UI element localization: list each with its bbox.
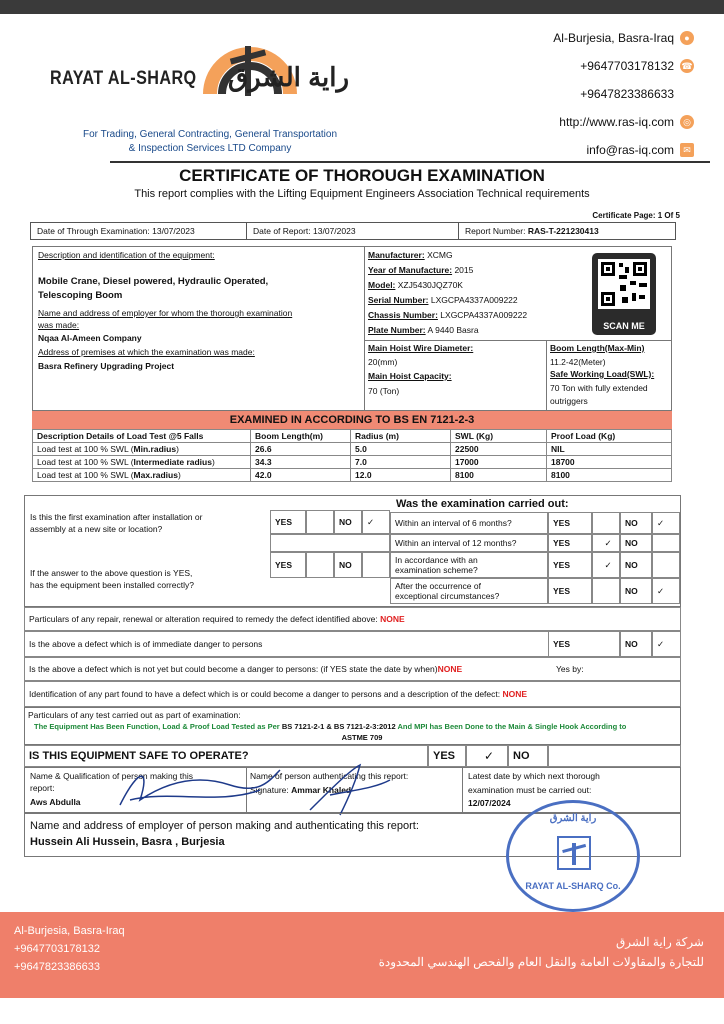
employer-name: Nqaa Al-Ameen Company [38,333,142,343]
dates-row [30,222,676,240]
exc-yes-box[interactable] [592,578,620,604]
exc-no-box[interactable] [652,578,680,604]
plate-row [368,325,479,335]
company-stamp [506,800,640,912]
model: XZJ5430JQZ70K [397,280,463,290]
hoist-wire: 20(mm) [368,357,398,367]
plate: A 9440 Basra [427,325,479,335]
header-description: Description Details of Load Test @5 Falls [33,430,251,443]
letterhead [0,14,724,164]
equipment-divider-2 [546,340,547,411]
desc-radius: Intermediate radius [133,457,212,467]
desc-label: Description and identification of the equipment: [38,250,215,260]
check-icon: ✓ [604,559,612,570]
q1-line-1: Is this the first examination after installation or [30,512,203,522]
q1-line-2: assembly at a new site or location? [30,524,163,534]
row-proof: NIL [547,443,672,456]
identification-value: NONE [502,689,528,699]
row-description [33,456,251,469]
logo-text-ar: راية الشرق [228,62,350,92]
company-logo [40,24,360,164]
row-radius: 5.0 [351,443,451,456]
premises-label: Address of premises at which the examination was made: [38,347,255,357]
phone2-text: +9647823386633 [580,87,674,101]
report-date: Date of Report: 13/07/2023 [247,223,459,239]
check-icon: ✓ [483,749,495,763]
equipment-divider [364,246,365,411]
contact-phone-1 [553,52,694,80]
safe-question: IS THIS EQUIPMENT SAFE TO OPERATE? [24,745,428,767]
q2-yes-box[interactable] [306,552,334,578]
yes-by-label: Yes by: [556,664,584,674]
i12-yes-box[interactable] [592,534,620,552]
phone-icon: ☎ [681,61,693,71]
scheme-no[interactable]: NO [620,552,652,578]
q1-no[interactable]: NO [334,510,362,534]
auth-name: Ammar Khaled [291,785,352,795]
footer-ar-line-1: شركة راية الشرق [615,935,704,949]
i6-no[interactable]: NO [620,512,652,534]
desc-prefix: Load test at 100 % SWL ( [37,444,134,454]
tagline-line-1: For Trading, General Contracting, General Transportation [82,129,338,140]
row-description [33,443,251,456]
contact-website [553,108,694,136]
qr-code[interactable] [592,253,656,335]
contact-address [553,24,694,52]
serial-label: Serial Number: [368,295,429,305]
certificate-page: Certificate Page: 1 Of 5 [592,211,680,220]
future-value: NONE [437,664,463,674]
safe-yes[interactable]: YES [428,745,466,767]
contact-info [553,24,694,164]
year-row [368,265,473,275]
tagline [40,128,380,156]
check-icon: ✓ [657,638,665,649]
scheme-line-2: examination scheme? [395,565,478,575]
desc-radius: Min.radius [133,444,177,454]
desc-line-1: Mobile Crane, Diesel powered, Hydraulic Operated, [38,276,269,287]
top-bar [0,0,724,14]
header-boom: Boom Length(m) [251,430,351,443]
employer-label-1: Name and address of employer for whom the thorough examination [38,308,293,318]
check-icon: ✓ [604,537,612,548]
test-label: Particulars of any test carried out as part of examination: [28,710,241,720]
maker-label-1: Name & Qualification of person making this [30,771,193,781]
header-proof: Proof Load (Kg) [547,430,672,443]
exc-line-1: After the occurrence of [395,581,481,591]
signature-aws-icon [110,760,290,820]
safe-no-box[interactable] [548,745,681,767]
hoist-cap: 70 (Ton) [368,386,400,396]
latest-label-2: examination must be carried out: [468,785,592,795]
load-table-header [33,430,672,443]
row-radius: 7.0 [351,456,451,469]
identification-row [24,681,681,707]
row-swl: 17000 [451,456,547,469]
interval-12-label: Within an interval of 12 months? [390,534,548,552]
exam-date: Date of Through Examination: 13/07/2023 [31,223,247,239]
year: 2015 [454,265,474,275]
footer-address: Al-Burjesia, Basra-Iraq [14,925,125,937]
report-number: RAS-T-221230413 [527,226,599,236]
chassis-label: Chassis Number: [368,310,438,320]
signature-ammar-icon [300,760,400,820]
chassis: LXGCPA4337A009222 [440,310,528,320]
row-description [33,469,251,482]
desc-suffix: ) [177,470,181,480]
check-icon: ✓ [657,517,665,528]
header-divider [110,161,710,163]
q2-line-1: If the answer to the above question is YES, [30,568,193,578]
i12-no-box[interactable] [652,534,680,552]
latest-label-1: Latest date by which next thorough [468,771,600,781]
certificate-subtitle: This report complies with the Lifting Equipment Engineers Association Technical requirements [134,188,590,200]
exc-line-2: exceptional circumstances? [395,591,500,601]
row-proof: 8100 [547,469,672,482]
contact-email [553,136,694,164]
i6-no-box[interactable] [652,512,680,534]
certificate-title: CERTIFICATE OF THOROUGH EXAMINATION [179,166,545,185]
employer-maker: Hussein Ali Hussein, Basra , Burjesia [30,836,225,848]
interval-6-label: Within an interval of 6 months? [390,512,548,534]
employer-label-2: was made: [38,320,80,330]
report-number-cell [459,223,675,239]
i6-yes[interactable]: YES [548,512,592,534]
footer-phone-2: +9647823386633 [14,961,100,973]
footer-arabic [379,932,704,972]
header-swl: SWL (Kg) [451,430,547,443]
location-icon: ● [680,31,694,45]
report-number-label: Report Number: [465,226,526,236]
row-swl: 22500 [451,443,547,456]
desc-prefix: Load test at 100 % SWL ( [37,457,134,467]
immediate-yes[interactable]: YES [548,631,620,657]
desc-radius: Max.radius [133,470,178,480]
scan-me-label: SCAN ME [603,321,645,331]
immediate-no[interactable]: NO [620,631,652,657]
contact-phone-2 [553,80,694,108]
header-radius: Radius (m) [351,430,451,443]
i12-no[interactable]: NO [620,534,652,552]
test-standard: BS 7121-2-1 & BS 7121-2-3:2012 [281,722,396,731]
test-line-1 [34,722,626,731]
exceptional-label [390,578,548,604]
employer-maker-label: Name and address of employer of person making and authenticating this report: [30,820,419,832]
footer-ar-line-2: للتجارة والمقاولات العامة والنقل العام والفحص الهندسي المحدودة [378,955,704,969]
logo-text-en: RAYAT AL-SHARQ [50,68,197,89]
scheme-yes[interactable]: YES [548,552,592,578]
premises: Basra Refinery Upgrading Project [38,361,175,371]
chassis-row [368,310,527,320]
qr-pattern-icon [592,253,656,315]
exc-no[interactable]: NO [620,578,652,604]
test-line-2: ASTME 709 [341,733,383,742]
row-boom: 42.0 [251,469,351,482]
desc-suffix: ) [211,457,215,467]
repair-label: Particulars of any repair, renewal or alteration required to remedy the defect identified above: [29,614,378,624]
load-test-table [32,429,672,482]
q1-yes[interactable]: YES [270,510,306,534]
email-link[interactable]: info@ras-iq.com [586,143,674,157]
tagline-line-2: & Inspection Services LTD Company [128,143,292,154]
q2-yes[interactable]: YES [270,552,306,578]
model-row [368,280,463,290]
footer-phone-1: +9647703178132 [14,943,100,955]
boom-length-label: Boom Length(Max-Min) [550,343,645,353]
scheme-line-1: In accordance with an [395,555,478,565]
footer-contacts [14,922,125,976]
envelope-icon: ✉ [680,143,694,157]
immediate-label: Is the above a defect which is of immediate danger to persons [29,639,263,649]
manufacturer-row [368,250,453,260]
footer [0,912,724,998]
q1-yes-box[interactable] [306,510,334,534]
globe-icon: ◎ [680,115,694,129]
repair-value: NONE [380,614,405,624]
desc-prefix: Load test at 100 % SWL ( [37,470,134,480]
check-icon: ✓ [657,585,665,596]
desc-suffix: ) [176,444,179,454]
repair-row [24,607,681,631]
swl-label: Safe Working Load(SWL): [550,369,655,379]
equipment-hdivider [364,340,672,341]
row-boom: 26.6 [251,443,351,456]
latest-date: 12/07/2024 [468,798,511,808]
swl-line-1: 70 Ton with fully extended [550,383,648,393]
hoist-cap-label: Main Hoist Capacity: [368,371,452,381]
examined-banner: EXAMINED IN ACCORDING TO BS EN 7121-2-3 [32,411,672,429]
boom-length: 11.2-42(Meter) [550,357,606,367]
model-label: Model: [368,280,396,290]
carried-out-heading: Was the examination carried out: [396,498,569,510]
future-label: Is the above a defect which is not yet but could become a danger to persons: (if YES state the date by when) [29,664,438,674]
maker-name: Aws Abdulla [30,797,81,807]
year-label: Year of Manufacture: [368,265,453,275]
row-boom: 34.3 [251,456,351,469]
row-swl: 8100 [451,469,547,482]
hoist-wire-label: Main Hoist Wire Diameter: [368,343,474,353]
manufacturer-label: Manufacturer: [368,250,425,260]
stamp-rig-icon [554,833,594,873]
sig-divider-2 [462,767,463,813]
plate-label: Plate Number: [368,325,426,335]
row-proof: 18700 [547,456,672,469]
identification-label: Identification of any part found to have a defect which is or could become a danger to persons and a description of the defect: [29,689,501,699]
manufacturer: XCMG [427,250,453,260]
q2-no-box[interactable] [362,552,390,578]
immediate-no-box[interactable] [652,631,681,657]
scheme-yes-box[interactable] [592,552,620,578]
q2-no[interactable]: NO [334,552,362,578]
serial: LXGCPA4337A009222 [430,295,518,305]
stamp-bottom-text: RAYAT AL-SHARQ Co. [525,881,621,891]
row-radius: 12.0 [351,469,451,482]
website-link[interactable]: http://www.ras-iq.com [559,115,674,129]
exc-yes[interactable]: YES [548,578,592,604]
serial-row [368,295,518,305]
test-part-c: And MPI has Been Done to the Main & Single Hook According to [395,722,627,731]
i12-yes[interactable]: YES [548,534,592,552]
table-row [33,469,672,482]
q1-blank [270,534,390,552]
address-text: Al-Burjesia, Basra-Iraq [553,31,674,45]
safe-yes-box[interactable] [466,745,508,767]
table-row [33,456,672,469]
maker-label-2: report: [30,783,55,793]
auth-label: Name of person authenticating this report: [250,771,409,781]
scheme-no-box[interactable] [652,552,680,578]
swl-line-2: outriggers [550,396,588,406]
q1-no-box[interactable] [362,510,390,534]
table-row [33,443,672,456]
phone1-text: +9647703178132 [580,59,674,73]
q2-line-2: has the equipment been installed correctly? [30,580,194,590]
auth-sig-label: Signature: [250,785,289,795]
i6-yes-box[interactable] [592,512,620,534]
test-part-a: The Equipment Has Been Function, Load & Proof Load Tested as Per [34,722,282,731]
desc-line-2: Telescoping Boom [38,290,123,301]
stamp-top-text: راية الشرق [549,813,597,824]
scheme-label [390,552,548,578]
safe-no[interactable]: NO [508,745,548,767]
check-icon: ✓ [367,516,375,527]
